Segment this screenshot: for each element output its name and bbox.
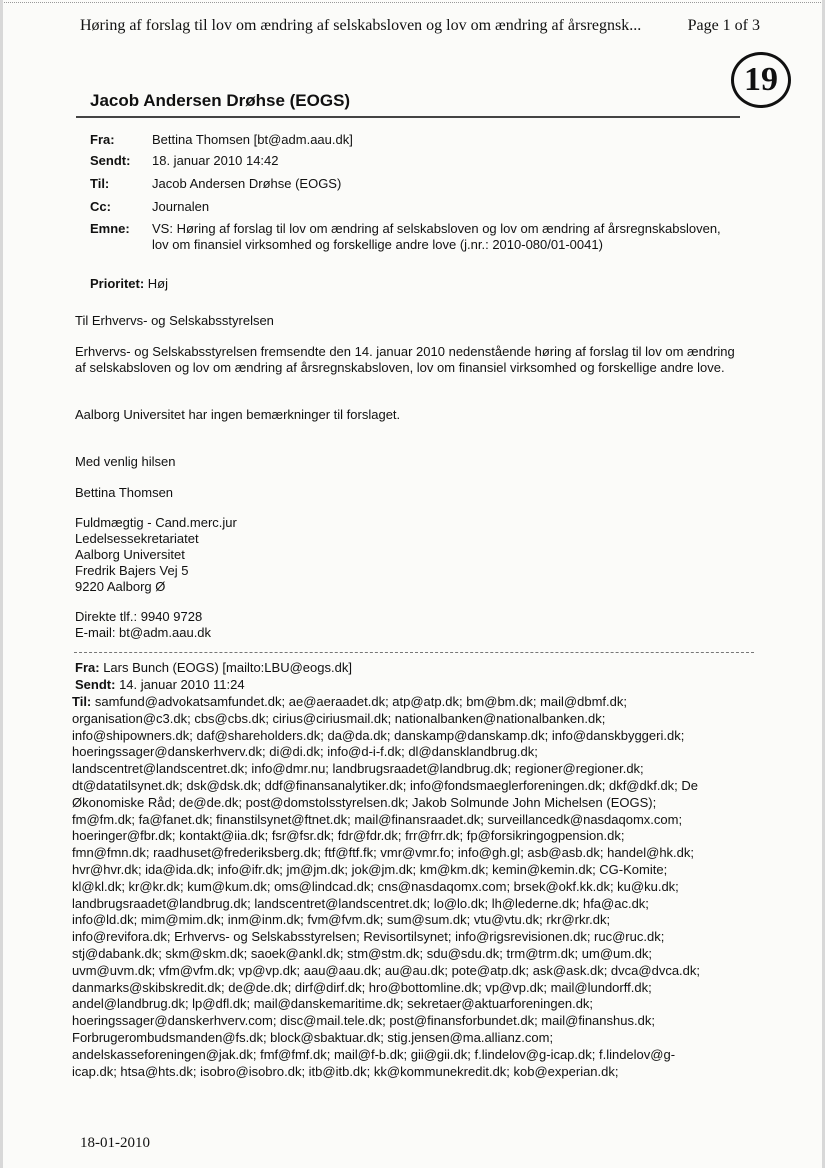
email-subject-label: Emne: [90, 221, 130, 236]
forwarded-to-line: info@revifora.dk; Erhvervs- og Selskabsstyrelsen; Revisortilsynet; info@rigsrevisionen.dk; ruc@ruc.dk; [72, 929, 665, 945]
body-paragraph-1: Erhvervs- og Selskabsstyrelsen fremsendte den 14. januar 2010 nedenstående høring af forslag til lov om ændring af selskabsloven og lov om ændring af årsregnskabsloven, lov om finansiel virksomhed og forskellige andre love. [75, 344, 735, 375]
scan-top-border [0, 2, 825, 3]
forwarded-from-row [75, 660, 352, 675]
forwarded-to-line: hoeringer@fbr.dk; kontakt@iia.dk; fsr@fsr.dk; fdr@fdr.dk; frr@frr.dk; fp@forsikringogpension.dk; [72, 828, 625, 844]
email-to-label: Til: [90, 176, 110, 191]
signature-name: Bettina Thomsen [75, 485, 174, 500]
signature-line: 9220 Aalborg Ø [75, 579, 166, 594]
forwarded-to-line: dt@datatilsynet.dk; dsk@dsk.dk; ddf@finansanalytiker.dk; info@fondsmaeglerforeningen.dk; dkf@dkf.dk; De [72, 777, 699, 793]
email-priority-label: Prioritet: [90, 276, 145, 291]
greeting: Til Erhvervs- og Selskabsstyrelsen [75, 313, 274, 328]
email-priority-row [90, 276, 168, 291]
signature-line: Aalborg Universitet [75, 547, 185, 562]
forwarded-sent-row [75, 677, 245, 692]
print-header [80, 17, 760, 35]
forwarded-sent-label: Sendt: [75, 677, 116, 692]
forwarded-to-line: info@shipowners.dk; daf@shareholders.dk; da@da.dk; danskamp@danskamp.dk; info@danskbyggeri.dk; [72, 727, 685, 743]
signature-email: E-mail: bt@adm.aau.dk [75, 625, 212, 640]
email-sent-value: 18. januar 2010 14:42 [152, 153, 279, 168]
forwarded-to-line: kl@kl.dk; kr@kr.dk; kum@kum.dk; oms@lindcad.dk; cns@nasdaqomx.com; brsek@okf.kk.dk; ku@ku.dk; [72, 878, 679, 894]
body-paragraph-2: Aalborg Universitet har ingen bemærkninger til forslaget. [75, 407, 401, 422]
mailbox-owner-name: Jacob Andersen Drøhse (EOGS) [90, 91, 351, 110]
print-footer-date: 18-01-2010 [80, 1135, 150, 1151]
email-subject-value: VS: Høring af forslag til lov om ændring af selskabsloven og lov om ændring af årsregnskabsloven, lov om finansiel virksomhed og forskellige andre love (j.nr.: 2010-080/01-0041) [152, 221, 721, 252]
forwarded-to-line: fmn@fmn.dk; raadhuset@frederiksberg.dk; ftf@ftf.fk; vmr@vmr.fo; info@gh.gl; asb@asb.dk; handel@hk.dk; [72, 845, 695, 861]
forwarded-to-line: icap.dk; htsa@hts.dk; isobro@isobro.dk; itb@itb.dk; kk@kommunekredit.dk; kob@experian.dk; [72, 1063, 619, 1079]
signature-block [75, 515, 735, 595]
forwarded-to-line: andel@landbrug.dk; lp@dfl.dk; mail@danskemaritime.dk; sekretaer@aktuarforeningen.dk; [72, 996, 594, 1012]
signature-phone: Direkte tlf.: 9940 9728 [75, 609, 203, 624]
forwarded-from-label: Fra: [75, 660, 100, 675]
email-cc-label: Cc: [90, 199, 111, 214]
handwritten-stamp-number: 19 [731, 52, 791, 108]
forwarded-to-line: andelskasseforeningen@jak.dk; fmf@fmf.dk; mail@f-b.dk; gii@gii.dk; f.lindelov@g-icap.dk; f.lindelov@g- [72, 1046, 676, 1062]
forwarded-to-line: danmarks@skibskredit.dk; de@de.dk; dirf@dirf.dk; hro@bottomline.dk; vp@vp.dk; mail@lundorff.dk; [72, 979, 652, 995]
email-from-label: Fra: [90, 132, 115, 147]
email-to-value: Jacob Andersen Drøhse (EOGS) [152, 176, 342, 191]
forwarded-to-line: hvr@hvr.dk; ida@ida.dk; info@ifr.dk; jm@jm.dk; jok@jm.dk; km@km.dk; kemin@kemin.dk; CG-Komite; [72, 861, 668, 877]
forwarded-to-line: landscentret@landscentret.dk; info@dmr.nu; landbrugsraadet@landbrug.dk; regioner@regioner.dk; [72, 761, 644, 777]
print-header-title: Høring af forslag til lov om ændring af selskabsloven og lov om ændring af årsregnsk... [80, 17, 642, 34]
print-header-page-number: Page 1 of 3 [687, 17, 760, 34]
signature-line: Fuldmægtig - Cand.merc.jur [75, 515, 237, 530]
email-from-row [90, 132, 732, 148]
forwarded-to-line: landbrugsraadet@landbrug.dk; landscentret@landscentret.dk; lo@lo.dk; lh@lederne.dk; hfa@ac.dk; [72, 895, 649, 911]
forwarded-to-line: info@ld.dk; mim@mim.dk; inm@inm.dk; fvm@fvm.dk; sum@sum.dk; vtu@vtu.dk; rkr@rkr.dk; [72, 912, 611, 928]
forwarded-divider [74, 652, 754, 653]
email-from-value: Bettina Thomsen [bt@adm.aau.dk] [152, 132, 353, 147]
email-subject-row [90, 221, 732, 253]
forwarded-from-value: Lars Bunch (EOGS) [mailto:LBU@eogs.dk] [103, 660, 352, 675]
forwarded-to-line: hoeringssager@danskerhverv.dk; di@di.dk; info@d-i-f.dk; dl@dansklandbrug.dk; [72, 744, 538, 760]
forwarded-to-list [72, 694, 732, 1080]
signature-line: Fredrik Bajers Vej 5 [75, 563, 189, 578]
email-sent-row [90, 153, 732, 169]
email-sent-label: Sendt: [90, 153, 131, 168]
scan-left-edge [0, 0, 3, 1168]
forwarded-to-line: hoeringssager@danskerhverv.com; disc@mail.tele.dk; post@finansforbundet.dk; mail@finanshus.dk; [72, 1013, 655, 1029]
email-to-row [90, 176, 732, 192]
email-cc-value: Journalen [152, 199, 210, 214]
forwarded-to-line: fm@fm.dk; fa@fanet.dk; finanstilsynet@ftnet.dk; mail@finansraadet.dk; surveillancedk@nasdaqomx.com; [72, 811, 683, 827]
forwarded-to-line: Forbrugerombudsmanden@fs.dk; block@sbaktuar.dk; stig.jensen@ma.allianz.com; [72, 1029, 554, 1045]
forwarded-sent-value: 14. januar 2010 11:24 [119, 677, 245, 692]
signature-line: Ledelsessekretariatet [75, 531, 199, 546]
forwarded-to-line: Økonomiske Råd; de@de.dk; post@domstolsstyrelsen.dk; Jakob Solmunde John Michelsen (EOGS); [72, 794, 657, 810]
email-cc-row [90, 199, 732, 215]
forwarded-to-line: uvm@uvm.dk; vfm@vfm.dk; vp@vp.dk; aau@aau.dk; au@au.dk; pote@atp.dk; ask@ask.dk; dvca@dvca.dk; [72, 962, 700, 978]
forwarded-to-label: Til: [72, 694, 92, 709]
closing: Med venlig hilsen [75, 454, 176, 469]
forwarded-to-line: organisation@c3.dk; cbs@cbs.dk; cirius@ciriusmail.dk; nationalbanken@nationalbanken.dk; [72, 710, 606, 726]
forwarded-to-line: Til: samfund@advokatsamfundet.dk; ae@aeraadet.dk; atp@atp.dk; bm@bm.dk; mail@dbmf.dk; [72, 694, 627, 709]
forwarded-to-line: stj@dabank.dk; skm@skm.dk; saoek@ankl.dk; stm@stm.dk; sdu@sdu.dk; trm@trm.dk; um@um.dk; [72, 945, 653, 961]
email-priority-value: Høj [147, 276, 169, 291]
name-divider [76, 116, 740, 118]
